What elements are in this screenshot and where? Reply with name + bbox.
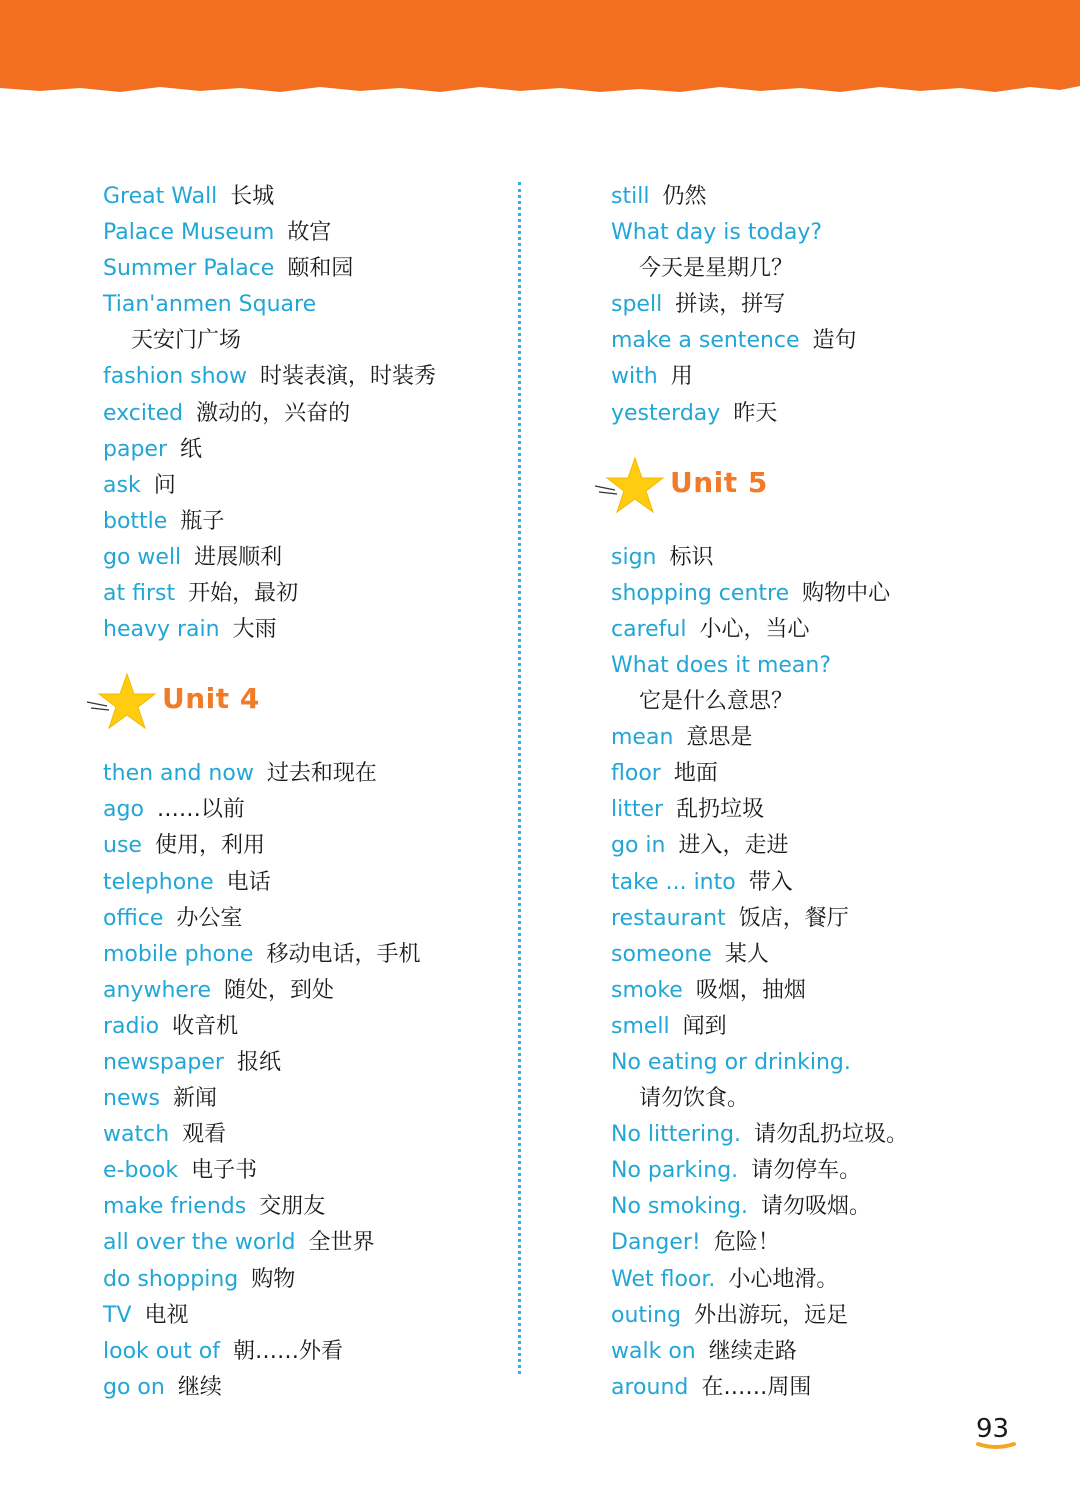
vocab-entry xyxy=(103,287,543,359)
vocab-chinese: 移动电话，手机 xyxy=(266,941,421,967)
vocab-english: go well xyxy=(103,544,182,570)
vocab-entry xyxy=(103,1045,543,1081)
vocab-english: TV xyxy=(103,1302,132,1328)
vocab-entry xyxy=(611,1153,1051,1189)
right-group-2 xyxy=(611,540,1051,1406)
vocab-entry xyxy=(103,1009,543,1045)
page-number: 93 xyxy=(976,1414,1010,1444)
vocab-chinese: 收音机 xyxy=(172,1013,239,1039)
vocab-english: at first xyxy=(103,581,176,607)
vocab-english: news xyxy=(103,1086,160,1112)
vocab-english: No smoking. xyxy=(611,1194,749,1220)
vocab-entry xyxy=(611,1334,1051,1370)
vocab-english: yesterday xyxy=(611,400,721,426)
left-group-1 xyxy=(103,179,543,648)
vocab-english: outing xyxy=(611,1302,682,1328)
star-icon xyxy=(593,456,665,522)
vocab-chinese: 纸 xyxy=(180,436,203,462)
vocab-english: go on xyxy=(103,1374,165,1400)
vocab-english: use xyxy=(103,833,142,859)
vocab-entry xyxy=(103,215,543,251)
vocab-english: walk on xyxy=(611,1338,696,1364)
vocab-english: office xyxy=(103,905,164,931)
vocab-english: do shopping xyxy=(103,1266,239,1292)
vocab-chinese: 饭店，餐厅 xyxy=(738,905,849,931)
vocab-chinese: 带入 xyxy=(748,869,793,895)
vocab-english: go in xyxy=(611,833,666,859)
vocab-english: make a sentence xyxy=(611,328,800,354)
vocab-english: No eating or drinking. xyxy=(611,1049,851,1075)
vocab-entry xyxy=(611,1225,1051,1261)
vocab-chinese: 请勿吸烟。 xyxy=(761,1194,872,1220)
vocab-english: Great Wall xyxy=(103,184,218,209)
vocab-english: Wet floor. xyxy=(611,1266,716,1292)
vocab-entry xyxy=(103,576,543,612)
vocab-english: telephone xyxy=(103,869,214,895)
vocab-chinese: 仍然 xyxy=(662,184,707,209)
vocab-english: mobile phone xyxy=(103,941,254,967)
vocab-english: someone xyxy=(611,941,712,967)
vocab-chinese: 电子书 xyxy=(191,1158,258,1184)
unit-4-heading xyxy=(103,648,543,756)
vocab-entry xyxy=(611,612,1051,648)
vocab-chinese: 观看 xyxy=(182,1122,227,1148)
vocab-chinese: 报纸 xyxy=(236,1049,281,1075)
vocab-chinese: 它是什么意思？ xyxy=(639,689,794,715)
vocab-entry xyxy=(611,1009,1051,1045)
vocab-entry xyxy=(611,179,1051,215)
vocab-entry xyxy=(103,1189,543,1225)
vocab-entry xyxy=(103,468,543,504)
vocab-english: with xyxy=(611,364,658,390)
vocab-chinese: 颐和园 xyxy=(287,256,354,282)
vocab-chinese: 朝……外看 xyxy=(233,1338,344,1364)
vocab-chinese: 继续走路 xyxy=(708,1338,797,1364)
vocab-english: fashion show xyxy=(103,364,247,390)
vocab-chinese: 新闻 xyxy=(172,1086,217,1112)
vocab-english: still xyxy=(611,184,650,209)
vocab-english: Danger! xyxy=(611,1230,701,1256)
left-group-2 xyxy=(103,756,543,1406)
vocab-entry xyxy=(611,396,1051,432)
vocab-chinese: 全世界 xyxy=(308,1230,375,1256)
vocab-chinese: 进展顺利 xyxy=(194,544,283,570)
vocab-chinese: 激动的，兴奋的 xyxy=(196,400,351,426)
vocab-entry xyxy=(611,1045,1051,1117)
vocab-english: take ... into xyxy=(611,869,736,895)
vocab-entry xyxy=(103,432,543,468)
vocab-english: shopping centre xyxy=(611,580,790,606)
right-group-1 xyxy=(611,179,1051,432)
vocab-chinese: 今天是星期几？ xyxy=(639,256,794,282)
vocab-entry xyxy=(611,720,1051,756)
vocab-chinese: 用 xyxy=(670,364,693,390)
vocab-chinese: 问 xyxy=(153,472,176,498)
vocab-english: careful xyxy=(611,616,687,642)
vocab-english: Palace Museum xyxy=(103,220,275,246)
vocab-english: newspaper xyxy=(103,1049,224,1075)
vocab-chinese: 昨天 xyxy=(733,400,778,426)
vocab-chinese: 危险！ xyxy=(713,1230,780,1256)
vocab-entry xyxy=(103,1370,543,1406)
unit-title: Unit 5 xyxy=(670,465,768,499)
vocab-entry xyxy=(611,792,1051,828)
vocab-chinese: 随处，到处 xyxy=(224,977,335,1003)
vocab-chinese: 进入，走进 xyxy=(678,833,789,859)
vocab-entry xyxy=(103,1225,543,1261)
vocab-english: litter xyxy=(611,797,664,823)
vocab-entry xyxy=(103,865,543,901)
vocab-english: around xyxy=(611,1374,689,1400)
vocab-chinese: 大雨 xyxy=(232,617,277,643)
vocab-english: Summer Palace xyxy=(103,256,275,282)
vocab-chinese: 请勿饮食。 xyxy=(639,1086,750,1112)
vocab-entry xyxy=(611,576,1051,612)
vocab-entry xyxy=(611,1117,1051,1153)
vocab-english: No parking. xyxy=(611,1158,739,1184)
vocab-chinese: 办公室 xyxy=(176,905,243,931)
vocab-chinese: 乱扔垃圾 xyxy=(676,797,765,823)
vocab-chinese: 瓶子 xyxy=(180,508,225,534)
vocab-english: sign xyxy=(611,544,657,570)
vocab-entry xyxy=(611,323,1051,359)
vocab-english: all over the world xyxy=(103,1230,296,1256)
vocab-entry xyxy=(103,937,543,973)
vocab-chinese: 长城 xyxy=(230,184,275,209)
vocab-chinese: 电话 xyxy=(226,869,271,895)
vocab-chinese: 在……周围 xyxy=(701,1374,812,1400)
vocab-entry xyxy=(103,1334,543,1370)
vocab-entry xyxy=(103,1262,543,1298)
vocab-entry xyxy=(611,756,1051,792)
vocab-english: heavy rain xyxy=(103,617,220,643)
vocab-entry xyxy=(103,540,543,576)
vocab-entry xyxy=(103,828,543,864)
vocab-english: e-book xyxy=(103,1158,179,1184)
vocab-english: floor xyxy=(611,761,661,787)
vocab-entry xyxy=(611,215,1051,287)
vocab-chinese: 使用，利用 xyxy=(154,833,265,859)
vocab-chinese: 造句 xyxy=(812,328,857,354)
vocab-chinese: 吸烟，抽烟 xyxy=(695,977,806,1003)
vocab-chinese: 时装表演，时装秀 xyxy=(260,364,437,390)
vocab-chinese: 意思是 xyxy=(686,725,753,751)
vocab-entry xyxy=(103,1153,543,1189)
vocab-english: What day is today? xyxy=(611,220,823,246)
vocab-chinese: 小心地滑。 xyxy=(728,1266,839,1292)
vocab-english: What does it mean? xyxy=(611,652,832,678)
vocab-entry xyxy=(611,648,1051,720)
vocab-chinese: ……以前 xyxy=(156,797,245,823)
orange-header-banner xyxy=(0,0,1080,100)
vocab-english: excited xyxy=(103,400,184,426)
vocab-entry xyxy=(103,251,543,287)
right-column xyxy=(611,179,1051,1406)
vocab-chinese: 请勿停车。 xyxy=(751,1158,862,1184)
vocab-chinese: 标识 xyxy=(669,544,714,570)
vocab-entry xyxy=(611,540,1051,576)
vocab-entry xyxy=(103,504,543,540)
star-icon xyxy=(85,672,157,738)
vocab-entry xyxy=(611,865,1051,901)
vocab-entry xyxy=(103,396,543,432)
vocab-entry xyxy=(103,179,543,215)
vocab-english: Tian'anmen Square xyxy=(103,292,317,318)
vocab-entry xyxy=(103,901,543,937)
vocab-entry xyxy=(103,359,543,395)
vocab-chinese: 外出游玩，远足 xyxy=(694,1302,849,1328)
vocab-chinese: 小心，当心 xyxy=(699,616,810,642)
vocab-chinese: 过去和现在 xyxy=(266,761,377,787)
vocab-entry xyxy=(103,1117,543,1153)
vocab-entry xyxy=(103,1298,543,1334)
vocab-english: restaurant xyxy=(611,905,726,931)
vocab-english: anywhere xyxy=(103,977,212,1003)
vocab-english: paper xyxy=(103,436,167,462)
vocab-chinese: 交朋友 xyxy=(259,1194,326,1220)
vocab-chinese: 继续 xyxy=(177,1374,222,1400)
vocab-entry xyxy=(103,1081,543,1117)
vocab-entry xyxy=(103,792,543,828)
vocab-entry xyxy=(611,287,1051,323)
vocab-entry xyxy=(611,973,1051,1009)
vocab-english: look out of xyxy=(103,1338,220,1364)
vocab-english: make friends xyxy=(103,1194,247,1220)
vocab-entry xyxy=(611,1298,1051,1334)
vocab-chinese: 开始，最初 xyxy=(188,581,299,607)
vocab-chinese: 某人 xyxy=(724,941,769,967)
vocab-english: then and now xyxy=(103,761,254,787)
vocab-chinese: 拼读，拼写 xyxy=(675,292,786,318)
vocab-english: ago xyxy=(103,797,144,823)
vocab-chinese: 闻到 xyxy=(682,1013,727,1039)
vocab-english: spell xyxy=(611,292,663,318)
unit-title: Unit 4 xyxy=(162,682,260,716)
vocab-chinese: 购物中心 xyxy=(802,580,891,606)
vocab-entry xyxy=(611,828,1051,864)
vocab-english: watch xyxy=(103,1122,170,1148)
vocab-chinese: 地面 xyxy=(673,761,718,787)
vocab-entry xyxy=(611,359,1051,395)
vocab-entry xyxy=(611,937,1051,973)
vocab-english: mean xyxy=(611,725,674,751)
vocab-english: bottle xyxy=(103,508,168,534)
vocab-entry xyxy=(611,901,1051,937)
vocab-chinese: 请勿乱扔垃圾。 xyxy=(753,1122,908,1148)
vocab-chinese: 天安门广场 xyxy=(131,328,242,354)
vocab-chinese: 购物 xyxy=(251,1266,296,1292)
unit-5-heading xyxy=(611,432,1051,540)
page-number-underline xyxy=(976,1440,1016,1450)
vocab-entry xyxy=(103,756,543,792)
vocab-english: No littering. xyxy=(611,1122,741,1148)
vocab-english: smell xyxy=(611,1013,670,1039)
left-column xyxy=(103,179,543,1406)
vocab-entry xyxy=(103,612,543,648)
vocab-entry xyxy=(611,1262,1051,1298)
vocab-entry xyxy=(611,1370,1051,1406)
vocab-english: ask xyxy=(103,472,141,498)
vocab-chinese: 故宫 xyxy=(287,220,332,246)
vocab-english: radio xyxy=(103,1013,160,1039)
vocab-entry xyxy=(103,973,543,1009)
vocab-entry xyxy=(611,1189,1051,1225)
vocab-english: smoke xyxy=(611,977,683,1003)
vocab-chinese: 电视 xyxy=(144,1302,189,1328)
